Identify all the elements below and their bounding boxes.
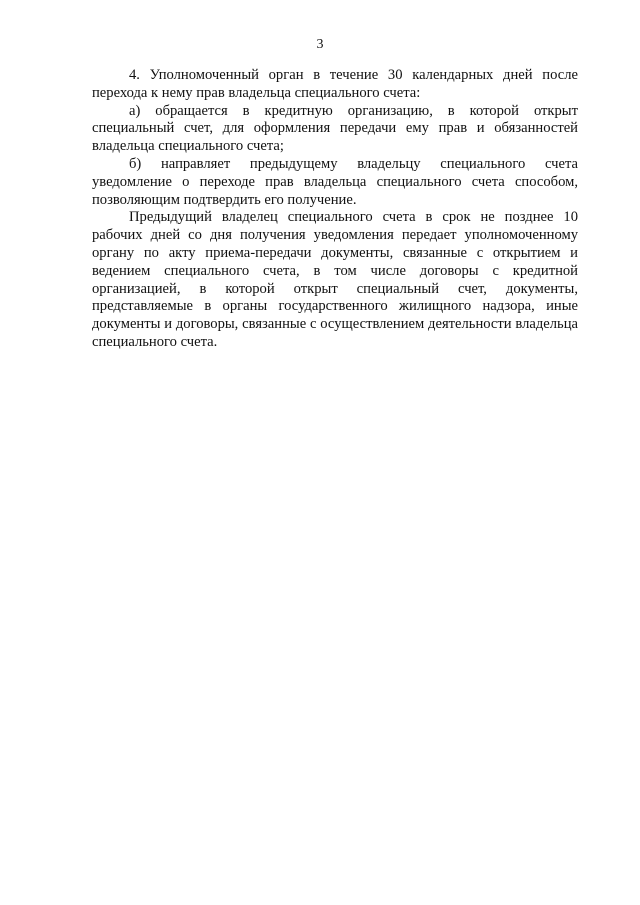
paragraph-subclause-b: б) направляет предыдущему владельцу специального счета уведомление о переходе прав владельца специального счета способом, позволяющим подтвердить его получение. [92, 155, 578, 208]
paragraph-subclause-a: а) обращается в кредитную организацию, в которой открыт специальный счет, для оформления передачи ему прав и обязанностей владельца специального счета; [92, 102, 578, 155]
paragraph-previous-owner: Предыдущий владелец специального счета в срок не позднее 10 рабочих дней со дня получения уведомления передает уполномоченному органу по акту приема-передачи документы, связанные с открытием и ведением специального счета, в том числе договоры с кредитной организацией, в которой открыт специальный счет, документы, представляемые в органы государственного жилищного надзора, иные документы и договоры, связанные с осуществлением деятельности владельца специального счета. [92, 209, 578, 350]
paragraph-clause-4: 4. Уполномоченный орган в течение 30 календарных дней после перехода к нему прав владельца специального счета: [92, 67, 578, 101]
page-number: 3 [316, 37, 324, 52]
document-body [92, 67, 578, 352]
